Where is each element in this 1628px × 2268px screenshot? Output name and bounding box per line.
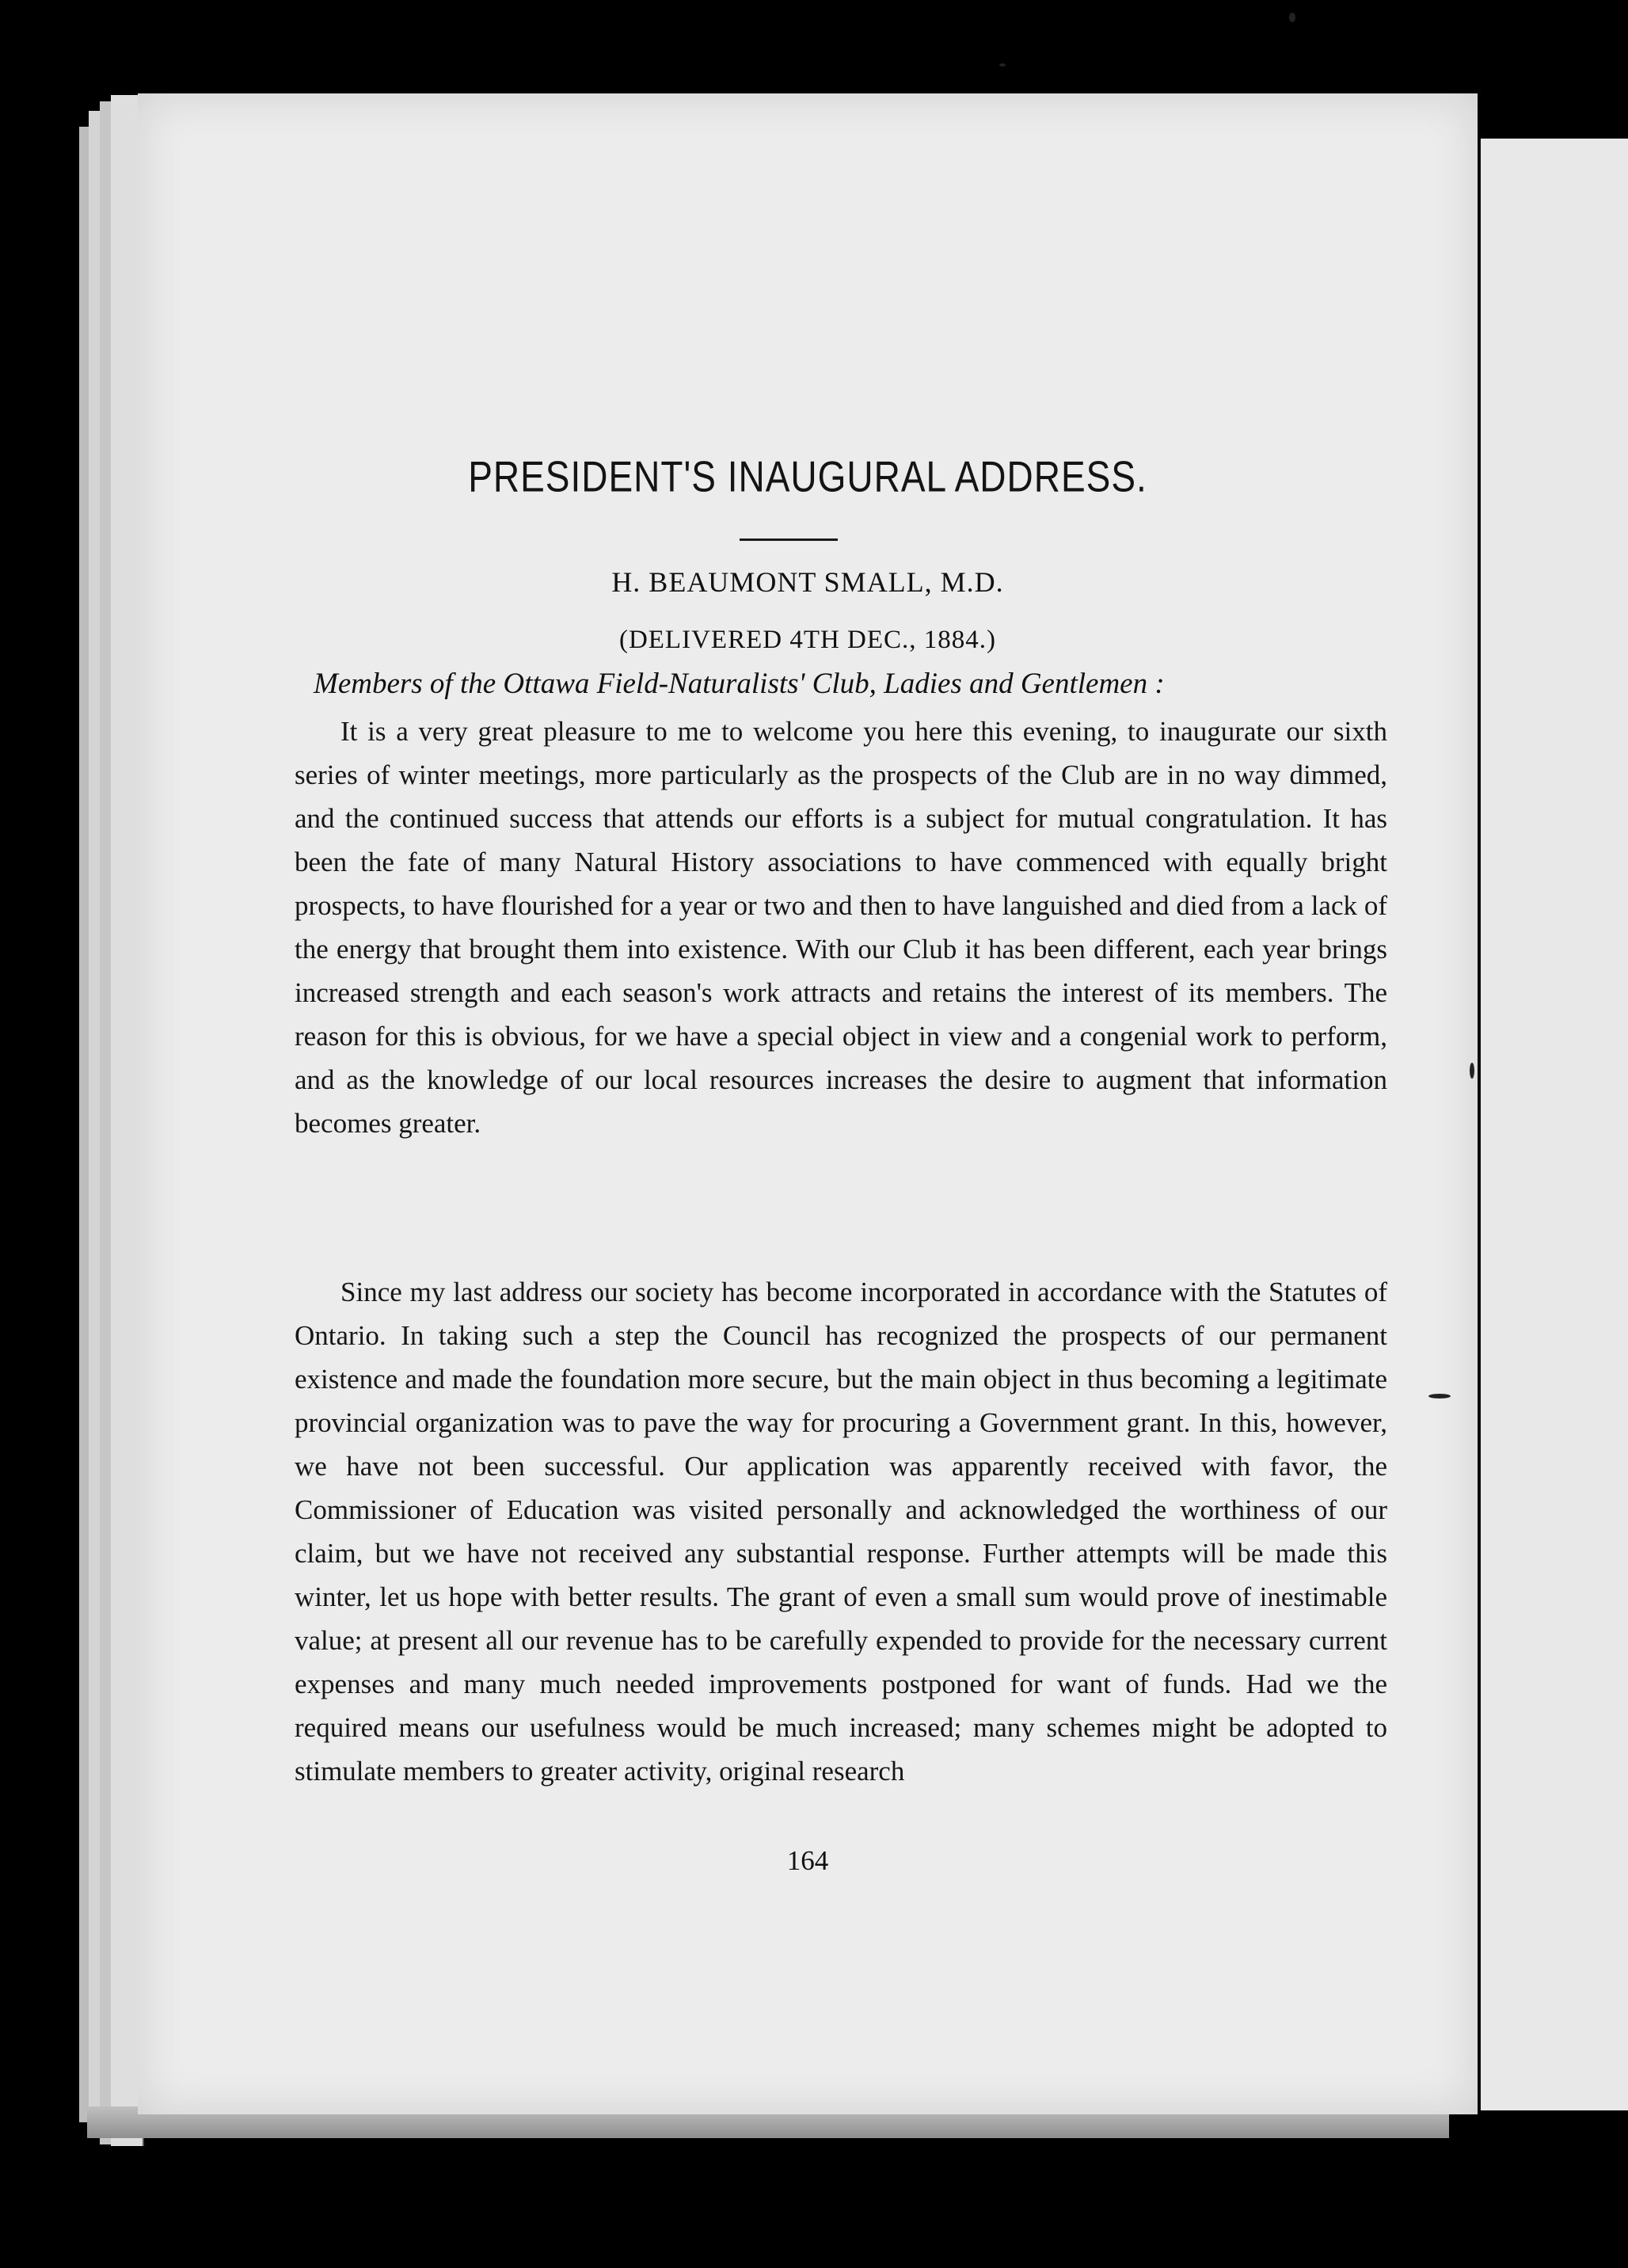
- delivered-date: (DELIVERED 4TH DEC., 1884.): [618, 626, 997, 654]
- salutation: Members of the Ottawa Field-Naturalists' Club, Ladies and Gentlemen :: [314, 668, 1165, 700]
- scan-speck: [1470, 1063, 1474, 1079]
- page-sheet: [138, 93, 1478, 2114]
- facing-page-edge: [1481, 139, 1628, 2110]
- body-paragraph: It is a very great pleasure to me to welcome you here this evening, to inaugurate our sixth series of winter meetings, more particularly as the prospects of the Club are in no way dimmed, and the continued success that attends our efforts is a subject for mutual congratulation. It has been the fate of many Natural History associations to have commenced with equally bright prospects, to have flourished for a year or two and then to have languished and died from a lack of the energy that brought them into existence. With our Club it has been different, each year brings increased strength and each season's work attracts and retains the interest of its members. The reason for this is obvious, for we have a special object in view and a congenial work to perform, and as the knowledge of our local resources increases the desire to augment that information becomes greater.: [295, 716, 1387, 1139]
- author-line: H. BEAUMONT SMALL, M.D.: [611, 566, 1004, 598]
- title-rule: [740, 538, 838, 541]
- scan-speck: [1289, 13, 1295, 22]
- body-paragraph: Since my last address our society has become incorporated in accordance with the Statutes of Ontario. In taking such a step the Council has recognized the prospects of our permanent existence and made the foundation more secure, but the main object in thus becoming a legitimate provincial organization was to pave the way for procuring a Government grant. In this, however, we have not been successful. Our application was apparently received with favor, the Commissioner of Education was visited personally and acknowledged the worthiness of our claim, but we have not received any substantial response. Further attempts will be made this winter, let us hope with better results. The grant of even a small sum would prove of inestimable value; at present all our revenue has to be carefully expended to provide for the necessary current expenses and many much needed improvements postponed for want of funds. Had we the required means our usefulness would be much increased; many schemes might be adopted to stimulate members to greater activity, original research: [295, 1277, 1387, 1787]
- page-title: PRESIDENT'S INAUGURAL ADDRESS.: [468, 452, 1147, 501]
- page-number: 164: [786, 1845, 829, 1876]
- scan-speck: [999, 63, 1006, 67]
- scan-speck: [1428, 1394, 1451, 1398]
